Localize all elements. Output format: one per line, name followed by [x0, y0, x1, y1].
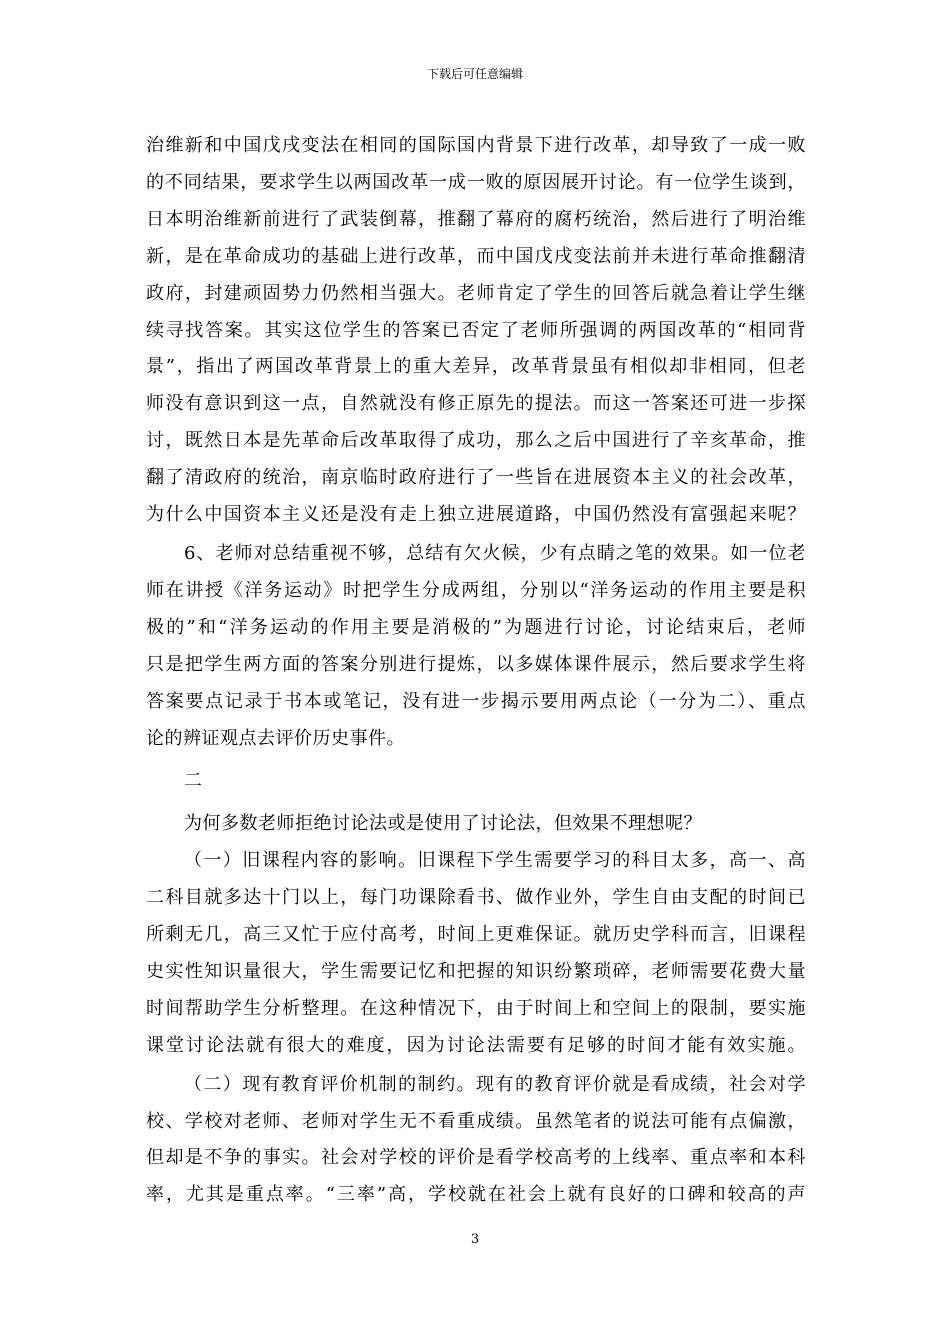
text-line: 治维新和中国戊戌变法在相同的国际国内背景下进行改革，却导致了一成一败: [146, 135, 806, 156]
page-number: 3: [470, 1232, 480, 1247]
text-line: 师没有意识到这一点，自然就没有修正原先的提法。而这一答案还可进一步探: [146, 393, 806, 415]
section-heading: [146, 763, 806, 800]
text-line: 极的”和“洋务运动的作用主要是消极的”为题进行讨论，讨论结束后，老师: [146, 616, 806, 638]
text-line: 课堂讨论法就有很大的难度，因为讨论法需要有足够的时间才能有效实施。: [146, 1034, 806, 1056]
text-line: 为何多数老师拒绝讨论法或是使用了讨论法，但效果不理想呢？: [184, 813, 702, 835]
text-line: 讨，既然日本是先革命后改革取得了成功，那么之后中国进行了辛亥革命，推: [146, 430, 806, 452]
text-line: 二科目就多达十门以上，每门功课除看书、做作业外，学生自由支配的时间已: [146, 887, 806, 909]
page-header: 下载后可任意编辑: [426, 67, 523, 81]
text-line: 政府，封建顽固势力仍然相当强大。老师肯定了学生的回答后就急着让学生继: [146, 282, 806, 304]
text-line: 时间帮助学生分析整理。在这种情况下，由于时间上和空间上的限制，要实施: [146, 997, 806, 1019]
paragraph-reason-1: [146, 843, 806, 1064]
paragraph-point-6: [146, 536, 806, 757]
text-line: 新，是在革命成功的基础上进行改革，而中国戊戌变法前并未进行革命推翻清: [146, 245, 806, 267]
text-line: （一）旧课程内容的影响。旧课程下学生需要学习的科目太多，高一、高: [184, 850, 806, 872]
text-line: 率，尤其是重点率。“三率”高，学校就在社会上就有良好的口碑和较高的声: [146, 1184, 806, 1206]
text-line: 为什么中国资本主义还是没有走上独立进展道路，中国仍然没有富强起来呢？: [146, 504, 806, 526]
text-line: 史实性知识量很大，学生需要记忆和把握的知识纷繁琐碎，老师需要花费大量: [146, 960, 806, 982]
text-line: 的不同结果，要求学生以两国改革一成一败的原因展开讨论。有一位学生谈到，: [146, 171, 806, 193]
text-line: 只是把学生两方面的答案分别进行提炼，以多媒体课件展示，然后要求学生将: [146, 653, 806, 675]
text-line: 二: [184, 770, 203, 792]
text-line: 翻了清政府的统治，南京临时政府进行了一些旨在进展资本主义的社会改革，: [146, 467, 806, 489]
text-line: （二）现有教育评价机制的制约。现有的教育评价就是看成绩，社会对学: [184, 1073, 806, 1095]
text-line: 景”，指出了两国改革背景上的重大差异，改革背景虽有相似却非相同，但老: [146, 356, 806, 378]
paragraph-reason-2: [146, 1067, 806, 1215]
text-line: 论的辨证观点去评价历史事件。: [146, 727, 405, 749]
text-line: 日本明治维新前进行了武装倒幕，推翻了幕府的腐朽统治，然后进行了明治维: [146, 208, 806, 230]
text-line: 校、学校对老师、老师对学生无不看重成绩。虽然笔者的说法可能有点偏激，: [146, 1110, 806, 1132]
paragraph-meiji-reform: [146, 128, 806, 534]
section-question: [146, 806, 806, 843]
text-line: 续寻找答案。其实这位学生的答案已否定了老师所强调的两国改革的“相同背: [146, 319, 806, 341]
text-line: 所剩无几，高三又忙于应付高考，时间上更难保证。就历史学科而言，旧课程: [146, 924, 806, 946]
text-line: 答案要点记录于书本或笔记，没有进一步揭示要用两点论（一分为二）、重点: [146, 690, 806, 712]
document-body: [146, 128, 806, 1214]
text-line: 师在讲授《洋务运动》时把学生分成两组，分别以“洋务运动的作用主要是积: [146, 579, 806, 601]
text-line: 但却是不争的事实。社会对学校的评价是看学校高考的上线率、重点率和本科: [146, 1147, 806, 1169]
text-line: 6、老师对总结重视不够，总结有欠火候，少有点睛之笔的效果。如一位老: [184, 542, 806, 564]
